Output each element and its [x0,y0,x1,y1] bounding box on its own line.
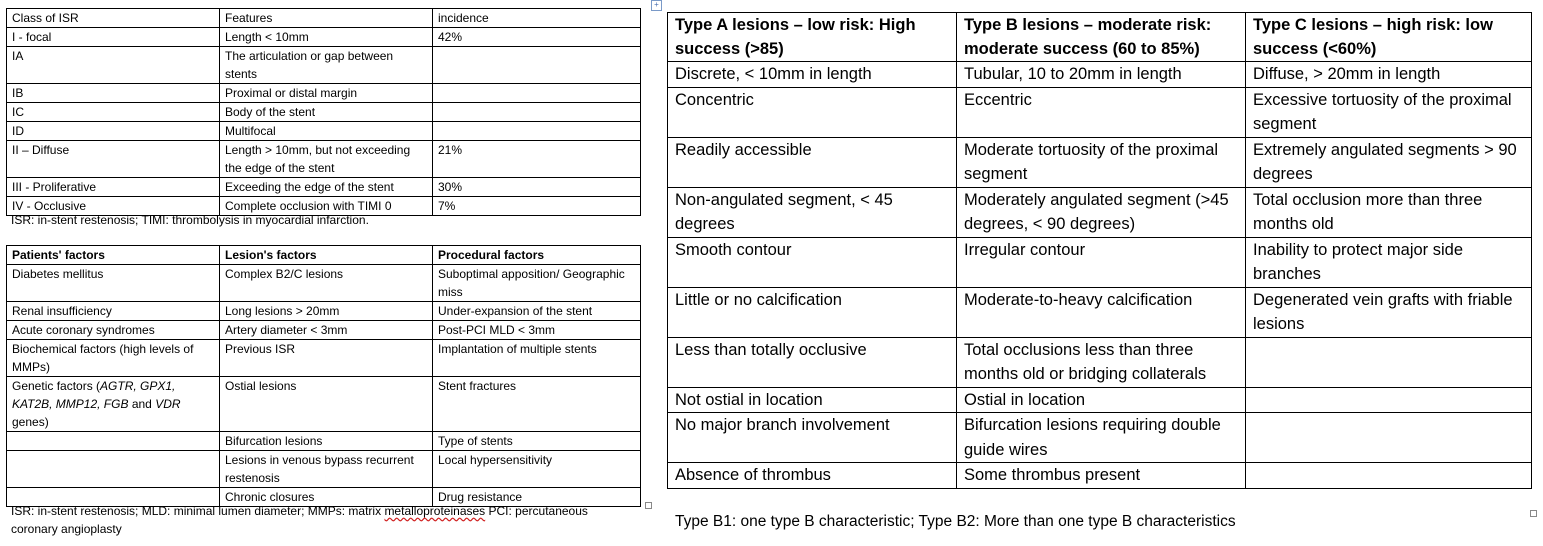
table-cell: Lesions in venous bypass recurrent restenosis [220,451,433,488]
table-cell: Discrete, < 10mm in length [668,62,957,88]
table-row [7,47,641,84]
table-cell: The articulation or gap between stents [220,47,433,84]
genetic-factors-suffix: genes) [12,415,49,429]
table-row [668,413,1532,463]
table-row [668,387,1532,413]
table-row [7,178,641,197]
table-cell: Extremely angulated segments > 90 degrees [1246,137,1532,187]
table-cell: Length < 10mm [220,28,433,47]
table-cell: Acute coronary syndromes [7,321,220,340]
table-cell: Proximal or distal margin [220,84,433,103]
table-cell: Bifurcation lesions [220,432,433,451]
table-cell: IV - Occlusive [7,197,220,216]
table-cell: Diabetes mellitus [7,265,220,302]
table-cell: Complete occlusion with TIMI 0 [220,197,433,216]
table-row [668,463,1532,489]
table-cell: Implantation of multiple stents [433,340,641,377]
table-cell: Less than totally occlusive [668,337,957,387]
table-cell: Artery diameter < 3mm [220,321,433,340]
table-cell: 21% [433,141,641,178]
table-header-row [7,9,641,28]
table-row [668,87,1532,137]
genetic-factors-and: and [128,397,156,411]
table-cell: Drug resistance [433,488,641,507]
table-cell: Exceeding the edge of the stent [220,178,433,197]
table-cell: Moderately angulated segment (>45 degrees, < 90 degrees) [957,187,1246,237]
table-cell [433,47,641,84]
table-cell: Stent fractures [433,377,641,432]
table-cell: Type of stents [433,432,641,451]
table-cell: Biochemical factors (high levels of MMPs) [7,340,220,377]
lesion-type-table [667,12,1532,489]
table-row [7,321,641,340]
table-cell [7,432,220,451]
footnote-text: PCI: percutaneous coronary angioplasty [11,504,588,536]
table-row [7,340,641,377]
table-footnote: Type B1: one type B characteristic; Type B2: More than one type B characteristics [675,513,1236,530]
table-row [7,302,641,321]
table-cell [1246,387,1532,413]
table-row [7,377,641,432]
table-cell: Tubular, 10 to 20mm in length [957,62,1246,88]
table-cell: Absence of thrombus [668,463,957,489]
table-cell: Inability to protect major side branches [1246,237,1532,287]
genetic-factors-prefix: Genetic factors ( [12,379,101,393]
table-cell: 7% [433,197,641,216]
table-cell [7,451,220,488]
table-row [7,28,641,47]
table-row [7,451,641,488]
table-cell: IA [7,47,220,84]
table-cell: Moderate tortuosity of the proximal segment [957,137,1246,187]
table-cell: Complex B2/C lesions [220,265,433,302]
table-cell: Diffuse, > 20mm in length [1246,62,1532,88]
table-footnote [11,502,631,538]
table-row [668,187,1532,237]
gene-name: VDR [155,397,181,411]
table-cell [433,103,641,122]
table-cell: Ostial in location [957,387,1246,413]
table-cell: Previous ISR [220,340,433,377]
table-cell: IC [7,103,220,122]
table-cell: Body of the stent [220,103,433,122]
gene-list: AGTR, GPX1, KAT2B, MMP12, FGB [12,379,176,411]
table-cell: Degenerated vein grafts with friable lesions [1246,287,1532,337]
table-header-row [7,246,641,265]
table-cell: Suboptimal apposition/ Geographic miss [433,265,641,302]
column-header: Features [220,9,433,28]
column-header: incidence [433,9,641,28]
table-cell: Excessive tortuosity of the proximal segment [1246,87,1532,137]
column-header: Class of ISR [7,9,220,28]
table-cell: Local hypersensitivity [433,451,641,488]
table-header-row [668,13,1532,62]
table-row [7,141,641,178]
table-cell: Chronic closures [220,488,433,507]
table-row [668,62,1532,88]
table-row [668,237,1532,287]
spellcheck-underlined-word: metalloproteinases [384,504,486,518]
table-cell [1246,413,1532,463]
table-cell: Post-PCI MLD < 3mm [433,321,641,340]
table-cell: Smooth contour [668,237,957,287]
table-cell: Bifurcation lesions requiring double guide wires [957,413,1246,463]
table-cell: Irregular contour [957,237,1246,287]
table-row [7,122,641,141]
table-cell: I - focal [7,28,220,47]
table-cell: Not ostial in location [668,387,957,413]
table-cell: III - Proliferative [7,178,220,197]
isr-classification-table [6,8,641,216]
column-header: Patients' factors [7,246,220,265]
table-cell: Non-angulated segment, < 45 degrees [668,187,957,237]
table-cell: Total occlusions less than three months old or bridging collaterals [957,337,1246,387]
table-cell [433,84,641,103]
table-cell: Some thrombus present [957,463,1246,489]
column-header: Lesion's factors [220,246,433,265]
table-move-handle-icon[interactable]: + [651,0,662,11]
table-row [668,287,1532,337]
table-row [7,84,641,103]
genetic-factors-cell [7,377,220,432]
table-row [668,137,1532,187]
table-cell [433,122,641,141]
table-resize-handle[interactable] [645,502,652,509]
table-cell: Multifocal [220,122,433,141]
table-cell: Concentric [668,87,957,137]
table-cell: Little or no calcification [668,287,957,337]
column-header: Procedural factors [433,246,641,265]
table-cell: Readily accessible [668,137,957,187]
column-header: Type A lesions – low risk: High success (>85) [668,13,957,62]
table-cell: Eccentric [957,87,1246,137]
table-cell: 30% [433,178,641,197]
table-cell: ID [7,122,220,141]
table-cell: II – Diffuse [7,141,220,178]
table-footnote: ISR: in-stent restenosis; TIMI: thrombolysis in myocardial infarction. [11,213,369,227]
table-cell [1246,337,1532,387]
table-cell: No major branch involvement [668,413,957,463]
table-cell: Under-expansion of the stent [433,302,641,321]
table-cell [1246,463,1532,489]
table-cell: Long lesions > 20mm [220,302,433,321]
table-cell: Length > 10mm, but not exceeding the edge of the stent [220,141,433,178]
table-cell: Renal insufficiency [7,302,220,321]
table-row [668,337,1532,387]
isr-risk-factors-table [6,245,641,507]
table-row [7,432,641,451]
footnote-text: ISR: in-stent restenosis; MLD: minimal lumen diameter; MMPs: matrix [11,504,385,518]
table-cell: Total occlusion more than three months old [1246,187,1532,237]
table-row [7,103,641,122]
column-header: Type B lesions – moderate risk: moderate success (60 to 85%) [957,13,1246,62]
table-cell: IB [7,84,220,103]
table-row [7,265,641,302]
table-resize-handle[interactable] [1530,510,1537,517]
table-cell: Moderate-to-heavy calcification [957,287,1246,337]
table-cell: 42% [433,28,641,47]
table-cell: Ostial lesions [220,377,433,432]
column-header: Type C lesions – high risk: low success (<60%) [1246,13,1532,62]
